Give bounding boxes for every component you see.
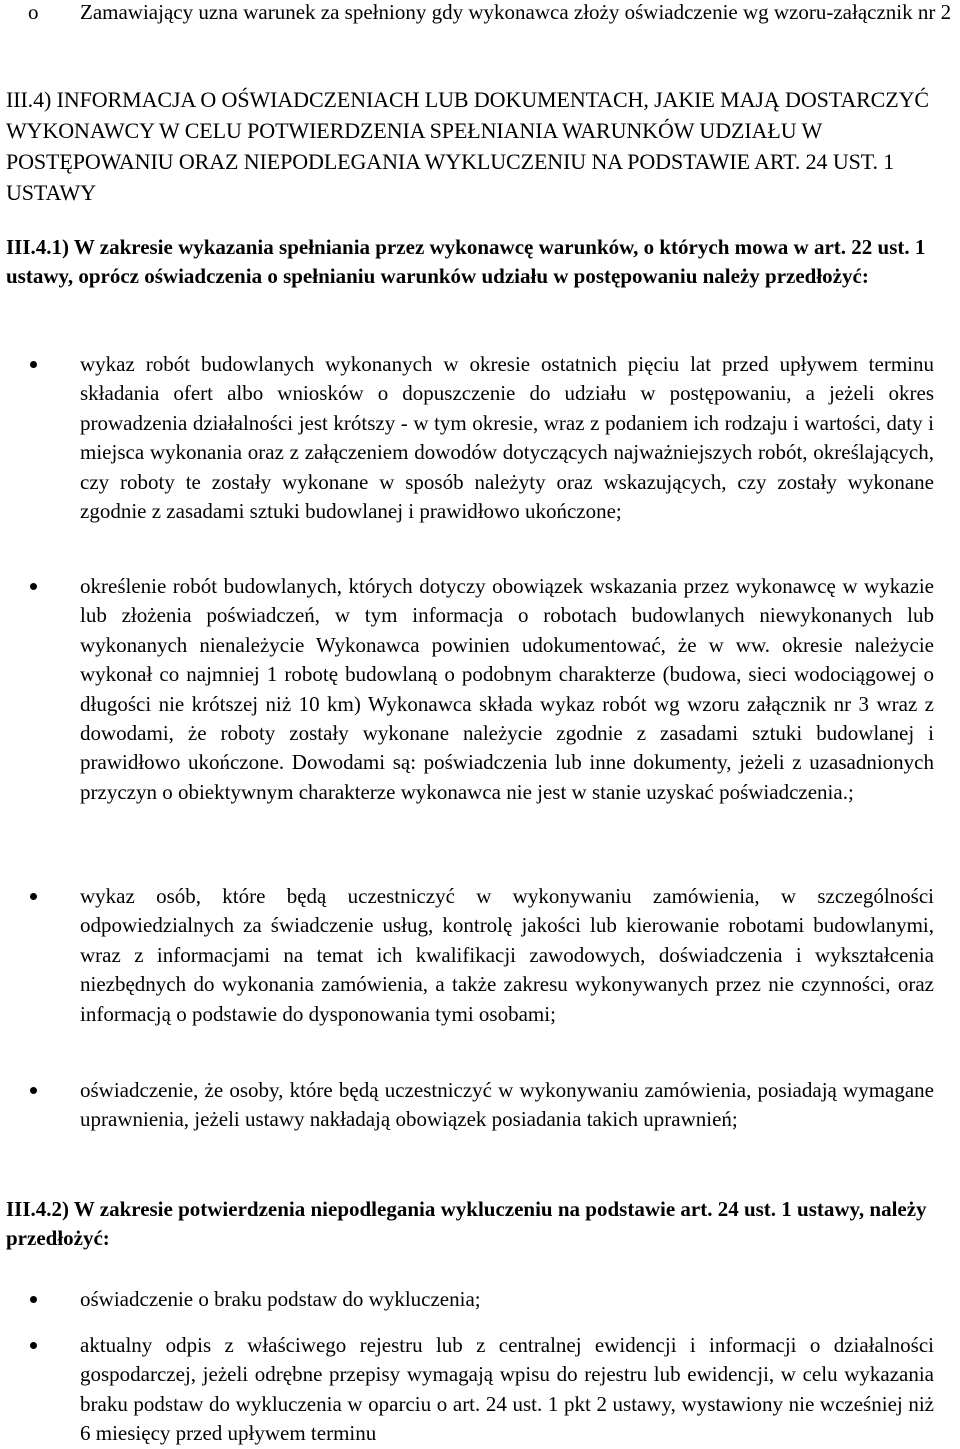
bullet-icon (30, 583, 37, 590)
list-item-text: wykaz osób, które będą uczestniczyć w wykonywaniu zamówienia, w szczególności odpowiedzialnych za świadczenie usług, kontrolę jakości lub kierowanie robotami budowlanymi, wraz z informacjami na temat ich kwalifikacji zawodowych, doświadczenia i wykształcenia niezbędnych do wykonania zamówienia, a także zakresu wykonywanych przez nie czynności, oraz informacją o podstawie do dysponowania tymi osobami; (80, 884, 934, 1026)
list-item (80, 1285, 934, 1314)
bullet-icon (30, 1087, 37, 1094)
list-item-text: oświadczenie o braku podstaw do wykluczenia; (80, 1287, 481, 1311)
list-item-text: aktualny odpis z właściwego rejestru lub z centralnej ewidencji i informacji o działalności gospodarczej, jeżeli odrębne przepisy wymagają wpisu do rejestru lub ewidencji, w celu wykazania braku podstaw do wykluczenia w oparciu o art. 24 ust. 1 pkt 2 ustawy, wystawiony nie wcześniej niż 6 miesięcy przed upływem terminu (80, 1333, 934, 1446)
bullet-icon (30, 1342, 37, 1349)
section-heading: III.4) INFORMACJA O OŚWIADCZENIACH LUB DOKUMENTACH, JAKIE MAJĄ DOSTARCZYĆ WYKONAWCY W CELU POTWIERDZENIA SPEŁNIANIA WARUNKÓW UDZIAŁU W POSTĘPOWANIU ORAZ NIEPODLEGANIA WYKLUCZENIU NA PODSTAWIE ART. 24 UST. 1 USTAWY (6, 87, 929, 205)
list-item-text: określenie robót budowlanych, których dotyczy obowiązek wskazania przez wykonawcę w wykazie lub złożenia poświadczeń, w tym informacja o robotach budowlanych niewykonanych lub wykonanych nienależycie Wykonawca powinien udokumentować, że w ww. okresie należycie wykonał co najmniej 1 robotę budowlaną o podobnym charakterze (budowa, sieci wodociągowej o długości nie krótszej niż 10 km) Wykonawca składa wykaz robót wg wzoru załącznik nr 3 wraz z dowodami, że roboty zostały wykonane należycie zgodnie z zasadami sztuki budowlanej i prawidłowo ukończone. Dowodami są: poświadczenia lub inne dokumenty, jeżeli z uzasadnionych przyczyn o obiektywnym charakterze wykonawca nie jest w stanie uzyskać poświadczenia.; (80, 574, 934, 804)
bullet-icon (30, 1296, 37, 1303)
list-item (80, 572, 934, 807)
list-item (80, 1076, 934, 1135)
list-item (80, 1331, 934, 1449)
bullet-icon (30, 361, 37, 368)
list-item (80, 882, 934, 1029)
list-item (80, 350, 934, 526)
subsection-heading: III.4.1) W zakresie wykazania spełniania przez wykonawcę warunków, o których mowa w art. 22 ust. 1 ustawy, oprócz oświadczenia o spełnianiu warunków udziału w postępowaniu należy przedłożyć: (6, 235, 926, 289)
subsection-heading: III.4.2) W zakresie potwierdzenia niepodlegania wykluczeniu na podstawie art. 24 ust. 1 ustawy, należy przedłożyć: (6, 1197, 927, 1251)
list-item-text: wykaz robót budowlanych wykonanych w okresie ostatnich pięciu lat przed upływem terminu składania ofert albo wniosków o dopuszczenie do udziału w postępowaniu, a jeżeli okres prowadzenia działalności jest krótszy - w tym okresie, wraz z podaniem ich rodzaju i wartości, daty i miejsca wykonania oraz z załączeniem dowodów dotyczących najważniejszych robót, określających, czy roboty te zostały wykonane w sposób należyty oraz wskazujących, czy zostały wykonane zgodnie z zasadami sztuki budowlanej i prawidłowo ukończone; (80, 352, 934, 524)
list-marker-o: o (28, 0, 39, 24)
list-item-text: oświadczenie, że osoby, które będą uczestniczyć w wykonywaniu zamówienia, posiadają wymagane uprawnienia, jeżeli ustawy nakładają obowiązek posiadania takich uprawnień; (80, 1078, 934, 1132)
bullet-icon (30, 893, 37, 900)
intro-paragraph: Zamawiający uzna warunek za spełniony gdy wykonawca złoży oświadczenie wg wzoru-załącznik nr 2 (80, 0, 952, 24)
